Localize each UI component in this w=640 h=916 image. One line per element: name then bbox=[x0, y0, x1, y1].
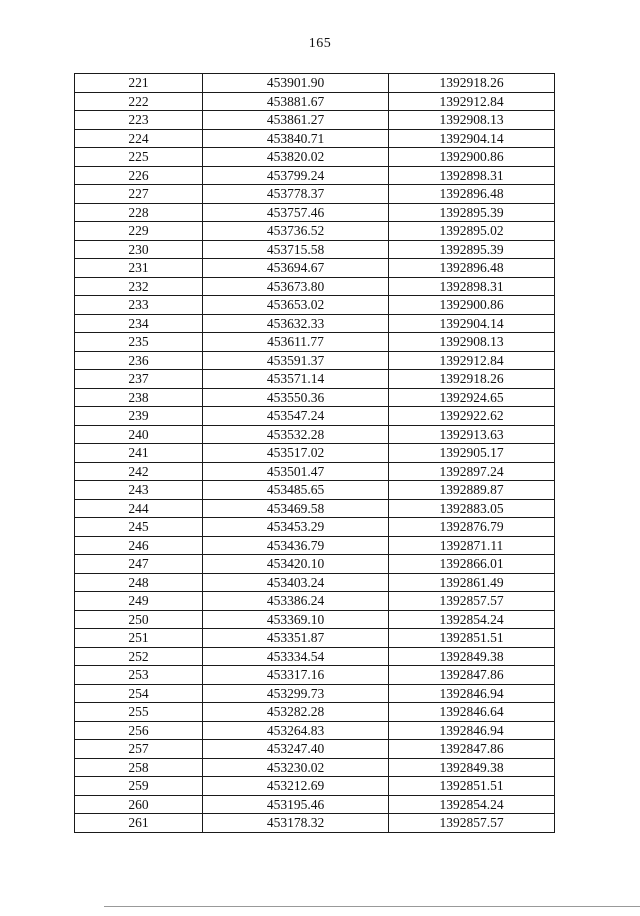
y-coordinate-cell: 1392900.86 bbox=[389, 148, 555, 167]
x-coordinate-cell: 453799.24 bbox=[203, 166, 389, 185]
y-coordinate-cell: 1392849.38 bbox=[389, 647, 555, 666]
x-coordinate-cell: 453247.40 bbox=[203, 740, 389, 759]
table-row bbox=[75, 703, 555, 722]
y-coordinate-cell: 1392861.49 bbox=[389, 573, 555, 592]
x-coordinate-cell: 453469.58 bbox=[203, 499, 389, 518]
point-number-cell: 233 bbox=[75, 296, 203, 315]
coordinates-table bbox=[74, 73, 555, 833]
y-coordinate-cell: 1392895.39 bbox=[389, 240, 555, 259]
table-row bbox=[75, 370, 555, 389]
x-coordinate-cell: 453673.80 bbox=[203, 277, 389, 296]
table-row bbox=[75, 481, 555, 500]
table-row bbox=[75, 444, 555, 463]
y-coordinate-cell: 1392895.39 bbox=[389, 203, 555, 222]
x-coordinate-cell: 453736.52 bbox=[203, 222, 389, 241]
point-number-cell: 251 bbox=[75, 629, 203, 648]
y-coordinate-cell: 1392876.79 bbox=[389, 518, 555, 537]
point-number-cell: 249 bbox=[75, 592, 203, 611]
x-coordinate-cell: 453420.10 bbox=[203, 555, 389, 574]
x-coordinate-cell: 453715.58 bbox=[203, 240, 389, 259]
point-number-cell: 229 bbox=[75, 222, 203, 241]
x-coordinate-cell: 453653.02 bbox=[203, 296, 389, 315]
point-number-cell: 257 bbox=[75, 740, 203, 759]
y-coordinate-cell: 1392846.94 bbox=[389, 721, 555, 740]
point-number-cell: 239 bbox=[75, 407, 203, 426]
y-coordinate-cell: 1392857.57 bbox=[389, 814, 555, 833]
point-number-cell: 232 bbox=[75, 277, 203, 296]
point-number-cell: 245 bbox=[75, 518, 203, 537]
y-coordinate-cell: 1392904.14 bbox=[389, 314, 555, 333]
point-number-cell: 261 bbox=[75, 814, 203, 833]
table-row bbox=[75, 314, 555, 333]
x-coordinate-cell: 453532.28 bbox=[203, 425, 389, 444]
x-coordinate-cell: 453571.14 bbox=[203, 370, 389, 389]
table-row bbox=[75, 351, 555, 370]
point-number-cell: 244 bbox=[75, 499, 203, 518]
y-coordinate-cell: 1392898.31 bbox=[389, 277, 555, 296]
table-row bbox=[75, 92, 555, 111]
x-coordinate-cell: 453178.32 bbox=[203, 814, 389, 833]
point-number-cell: 242 bbox=[75, 462, 203, 481]
page-number: 165 bbox=[308, 36, 332, 51]
point-number-cell: 223 bbox=[75, 111, 203, 130]
point-number-cell: 241 bbox=[75, 444, 203, 463]
y-coordinate-cell: 1392866.01 bbox=[389, 555, 555, 574]
point-number-cell: 258 bbox=[75, 758, 203, 777]
point-number-cell: 253 bbox=[75, 666, 203, 685]
x-coordinate-cell: 453501.47 bbox=[203, 462, 389, 481]
x-coordinate-cell: 453403.24 bbox=[203, 573, 389, 592]
point-number-cell: 246 bbox=[75, 536, 203, 555]
table-row bbox=[75, 536, 555, 555]
x-coordinate-cell: 453591.37 bbox=[203, 351, 389, 370]
point-number-cell: 254 bbox=[75, 684, 203, 703]
y-coordinate-cell: 1392847.86 bbox=[389, 740, 555, 759]
x-coordinate-cell: 453757.46 bbox=[203, 203, 389, 222]
y-coordinate-cell: 1392847.86 bbox=[389, 666, 555, 685]
y-coordinate-cell: 1392908.13 bbox=[389, 111, 555, 130]
x-coordinate-cell: 453453.29 bbox=[203, 518, 389, 537]
point-number-cell: 240 bbox=[75, 425, 203, 444]
y-coordinate-cell: 1392896.48 bbox=[389, 259, 555, 278]
table-row bbox=[75, 388, 555, 407]
x-coordinate-cell: 453517.02 bbox=[203, 444, 389, 463]
table-row bbox=[75, 629, 555, 648]
y-coordinate-cell: 1392854.24 bbox=[389, 795, 555, 814]
x-coordinate-cell: 453369.10 bbox=[203, 610, 389, 629]
point-number-cell: 256 bbox=[75, 721, 203, 740]
x-coordinate-cell: 453611.77 bbox=[203, 333, 389, 352]
x-coordinate-cell: 453861.27 bbox=[203, 111, 389, 130]
point-number-cell: 238 bbox=[75, 388, 203, 407]
table-row bbox=[75, 407, 555, 426]
point-number-cell: 227 bbox=[75, 185, 203, 204]
x-coordinate-cell: 453195.46 bbox=[203, 795, 389, 814]
table-row bbox=[75, 296, 555, 315]
x-coordinate-cell: 453820.02 bbox=[203, 148, 389, 167]
point-number-cell: 255 bbox=[75, 703, 203, 722]
table-row bbox=[75, 647, 555, 666]
point-number-cell: 237 bbox=[75, 370, 203, 389]
x-coordinate-cell: 453299.73 bbox=[203, 684, 389, 703]
y-coordinate-cell: 1392912.84 bbox=[389, 351, 555, 370]
x-coordinate-cell: 453436.79 bbox=[203, 536, 389, 555]
point-number-cell: 222 bbox=[75, 92, 203, 111]
point-number-cell: 235 bbox=[75, 333, 203, 352]
table-row bbox=[75, 277, 555, 296]
point-number-cell: 228 bbox=[75, 203, 203, 222]
table-row bbox=[75, 425, 555, 444]
y-coordinate-cell: 1392851.51 bbox=[389, 777, 555, 796]
y-coordinate-cell: 1392851.51 bbox=[389, 629, 555, 648]
y-coordinate-cell: 1392913.63 bbox=[389, 425, 555, 444]
table-row bbox=[75, 462, 555, 481]
bottom-rule bbox=[104, 906, 640, 907]
table-row bbox=[75, 573, 555, 592]
table-row bbox=[75, 758, 555, 777]
point-number-cell: 226 bbox=[75, 166, 203, 185]
point-number-cell: 247 bbox=[75, 555, 203, 574]
table-row bbox=[75, 721, 555, 740]
y-coordinate-cell: 1392900.86 bbox=[389, 296, 555, 315]
table-row bbox=[75, 203, 555, 222]
point-number-cell: 230 bbox=[75, 240, 203, 259]
table-row bbox=[75, 499, 555, 518]
y-coordinate-cell: 1392905.17 bbox=[389, 444, 555, 463]
y-coordinate-cell: 1392912.84 bbox=[389, 92, 555, 111]
x-coordinate-cell: 453230.02 bbox=[203, 758, 389, 777]
point-number-cell: 248 bbox=[75, 573, 203, 592]
y-coordinate-cell: 1392854.24 bbox=[389, 610, 555, 629]
x-coordinate-cell: 453282.28 bbox=[203, 703, 389, 722]
table-row bbox=[75, 148, 555, 167]
y-coordinate-cell: 1392871.11 bbox=[389, 536, 555, 555]
table-row bbox=[75, 111, 555, 130]
y-coordinate-cell: 1392897.24 bbox=[389, 462, 555, 481]
y-coordinate-cell: 1392889.87 bbox=[389, 481, 555, 500]
point-number-cell: 224 bbox=[75, 129, 203, 148]
table-row bbox=[75, 129, 555, 148]
point-number-cell: 252 bbox=[75, 647, 203, 666]
y-coordinate-cell: 1392896.48 bbox=[389, 185, 555, 204]
y-coordinate-cell: 1392846.64 bbox=[389, 703, 555, 722]
table-row bbox=[75, 518, 555, 537]
table-row bbox=[75, 333, 555, 352]
point-number-cell: 243 bbox=[75, 481, 203, 500]
y-coordinate-cell: 1392922.62 bbox=[389, 407, 555, 426]
point-number-cell: 225 bbox=[75, 148, 203, 167]
table-row bbox=[75, 74, 555, 93]
table-row bbox=[75, 666, 555, 685]
table-row bbox=[75, 240, 555, 259]
point-number-cell: 236 bbox=[75, 351, 203, 370]
y-coordinate-cell: 1392908.13 bbox=[389, 333, 555, 352]
table-row bbox=[75, 555, 555, 574]
x-coordinate-cell: 453317.16 bbox=[203, 666, 389, 685]
y-coordinate-cell: 1392904.14 bbox=[389, 129, 555, 148]
point-number-cell: 234 bbox=[75, 314, 203, 333]
coordinates-table-body bbox=[75, 74, 555, 833]
x-coordinate-cell: 453351.87 bbox=[203, 629, 389, 648]
table-row bbox=[75, 259, 555, 278]
x-coordinate-cell: 453386.24 bbox=[203, 592, 389, 611]
x-coordinate-cell: 453334.54 bbox=[203, 647, 389, 666]
y-coordinate-cell: 1392846.94 bbox=[389, 684, 555, 703]
y-coordinate-cell: 1392898.31 bbox=[389, 166, 555, 185]
x-coordinate-cell: 453547.24 bbox=[203, 407, 389, 426]
x-coordinate-cell: 453694.67 bbox=[203, 259, 389, 278]
table-row bbox=[75, 777, 555, 796]
x-coordinate-cell: 453485.65 bbox=[203, 481, 389, 500]
x-coordinate-cell: 453840.71 bbox=[203, 129, 389, 148]
x-coordinate-cell: 453901.90 bbox=[203, 74, 389, 93]
y-coordinate-cell: 1392849.38 bbox=[389, 758, 555, 777]
table-row bbox=[75, 740, 555, 759]
table-row bbox=[75, 610, 555, 629]
point-number-cell: 231 bbox=[75, 259, 203, 278]
x-coordinate-cell: 453264.83 bbox=[203, 721, 389, 740]
y-coordinate-cell: 1392883.05 bbox=[389, 499, 555, 518]
y-coordinate-cell: 1392895.02 bbox=[389, 222, 555, 241]
table-row bbox=[75, 166, 555, 185]
y-coordinate-cell: 1392924.65 bbox=[389, 388, 555, 407]
table-row bbox=[75, 222, 555, 241]
y-coordinate-cell: 1392918.26 bbox=[389, 74, 555, 93]
point-number-cell: 250 bbox=[75, 610, 203, 629]
y-coordinate-cell: 1392857.57 bbox=[389, 592, 555, 611]
point-number-cell: 260 bbox=[75, 795, 203, 814]
x-coordinate-cell: 453632.33 bbox=[203, 314, 389, 333]
x-coordinate-cell: 453212.69 bbox=[203, 777, 389, 796]
x-coordinate-cell: 453881.67 bbox=[203, 92, 389, 111]
y-coordinate-cell: 1392918.26 bbox=[389, 370, 555, 389]
table-row bbox=[75, 592, 555, 611]
table-row bbox=[75, 814, 555, 833]
x-coordinate-cell: 453550.36 bbox=[203, 388, 389, 407]
x-coordinate-cell: 453778.37 bbox=[203, 185, 389, 204]
point-number-cell: 259 bbox=[75, 777, 203, 796]
table-row bbox=[75, 684, 555, 703]
table-row bbox=[75, 185, 555, 204]
table-row bbox=[75, 795, 555, 814]
point-number-cell: 221 bbox=[75, 74, 203, 93]
